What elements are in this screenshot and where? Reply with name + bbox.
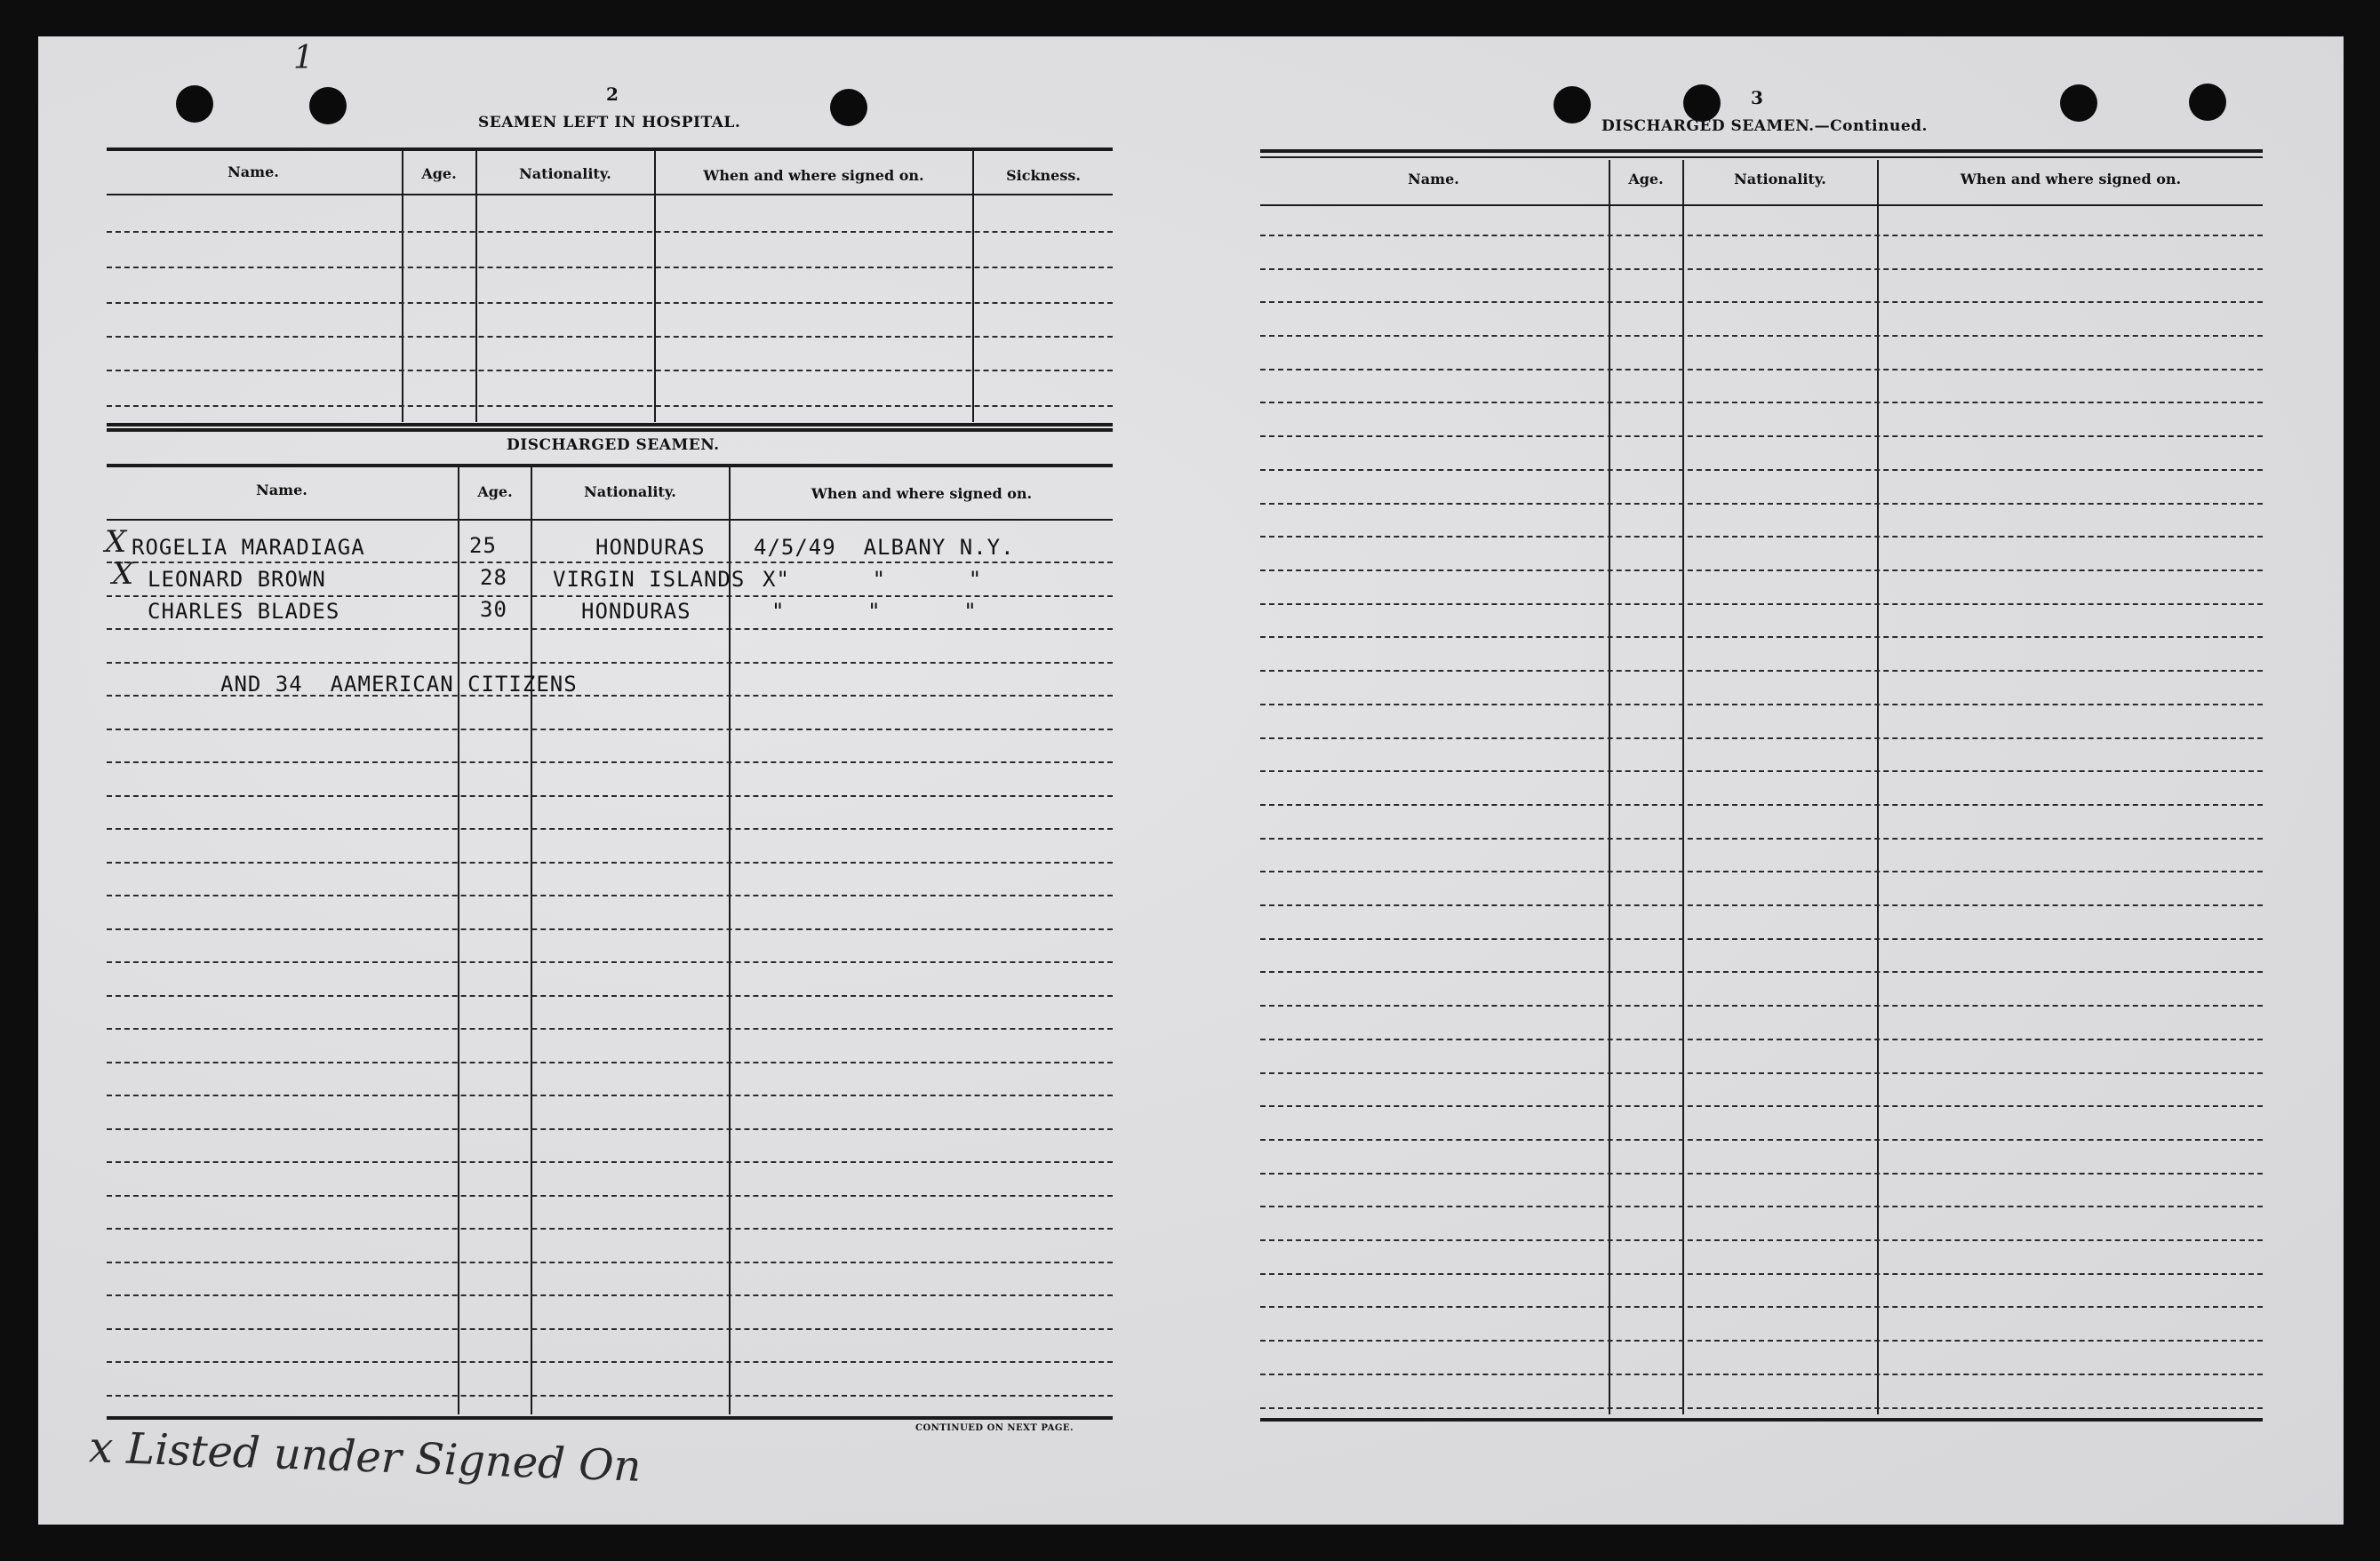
seaman-age: 28 [480,565,507,590]
corner-mark: 1 [293,40,314,76]
ruled-line [1260,737,2263,739]
punch-hole [2060,84,2097,122]
ruled-line [107,370,1113,371]
ruled-line [1260,1407,2263,1409]
ruled-line [1260,536,2263,538]
right-col-divider [1877,160,1879,1414]
document-sheet [38,36,2344,1525]
right-section-title: DISCHARGED SEAMEN.—Continued. [1601,117,1928,135]
discharged-section-title: DISCHARGED SEAMEN. [507,436,720,454]
punch-hole [1553,86,1591,123]
discharged-col-signed-on: When and where signed on. [811,485,1033,502]
discharged-col-divider [729,467,731,1414]
right-table-second-rule [1260,156,2263,158]
ruled-line [107,1262,1113,1263]
seaman-age: 25 [469,533,497,558]
ruled-line [1260,369,2263,370]
ruled-line [107,1028,1113,1030]
ruled-line [1260,938,2263,940]
right-col-divider [1682,160,1684,1414]
hospital-col-divider [654,151,656,422]
ruled-line [107,1294,1113,1296]
seaman-nationality: VIRGIN ISLANDS [553,567,746,592]
ruled-line [1260,770,2263,772]
ruled-line [1260,435,2263,437]
ruled-line [107,628,1113,630]
ruled-line [1260,636,2263,638]
ruled-line [107,302,1113,304]
ruled-line [107,1195,1113,1197]
ruled-line [107,1161,1113,1163]
ruled-line [1260,1105,2263,1107]
ruled-line [1260,1206,2263,1207]
ruled-line [1260,804,2263,806]
check-mark: X [112,556,134,592]
punch-hole [2189,84,2226,121]
punch-hole [830,89,867,126]
ruled-line [1260,301,2263,303]
seaman-nationality: HONDURAS [581,599,691,624]
ruled-line [1260,871,2263,872]
seaman-signed-on: " " " [771,599,978,624]
ruled-line [107,1328,1113,1330]
page-number-left: 2 [606,84,619,105]
ruled-line [107,662,1113,664]
ruled-line [1260,268,2263,270]
right-col-age: Age. [1628,171,1664,187]
ruled-line [1260,603,2263,605]
ruled-line [107,405,1113,407]
discharged-table-header-rule [107,519,1113,521]
ruled-line [1260,1005,2263,1007]
ruled-line [107,336,1113,338]
right-col-nationality: Nationality. [1734,171,1826,187]
right-table-header-rule [1260,204,2263,206]
hospital-table-bottom-rule [107,423,1113,426]
hospital-col-divider [402,151,403,422]
right-table-top-rule [1260,149,2263,153]
ruled-line [107,1228,1113,1230]
hospital-col-name: Name. [228,163,279,180]
ruled-line [107,795,1113,797]
hospital-col-nationality: Nationality. [519,165,611,182]
ruled-line [107,928,1113,930]
seaman-age: 30 [480,597,507,622]
ruled-line [1260,1273,2263,1275]
hospital-col-divider [475,151,477,422]
ruled-line [1260,503,2263,505]
ruled-line [1260,670,2263,672]
ruled-line [1260,335,2263,337]
ruled-line [107,895,1113,896]
seaman-signed-on: 4/5/49 ALBANY N.Y. [754,535,1015,560]
hospital-col-signed-on: When and where signed on. [703,167,924,184]
ruled-line [107,995,1113,997]
right-table-bottom-rule [1260,1418,2263,1422]
ruled-line [107,828,1113,830]
ruled-line [107,561,1113,563]
hospital-table-top-rule [107,147,1113,151]
discharged-col-divider [458,467,459,1414]
discharged-table-top-rule [107,464,1113,467]
ruled-line [107,1062,1113,1063]
punch-hole [176,85,213,123]
ruled-line [107,1128,1113,1130]
discharged-table-bottom-rule [107,1416,1113,1420]
ruled-line [107,1095,1113,1096]
discharged-col-age: Age. [477,483,513,500]
ruled-line [1260,838,2263,840]
discharged-col-nationality: Nationality. [584,483,676,500]
ruled-line [1260,402,2263,403]
hospital-section-title: SEAMEN LEFT IN HOSPITAL. [478,114,741,131]
discharged-col-name: Name. [256,482,307,498]
seaman-nationality: HONDURAS [595,535,706,560]
ruled-line [1260,1306,2263,1308]
hospital-col-sickness: Sickness. [1006,167,1081,184]
continued-footer: CONTINUED ON NEXT PAGE. [915,1423,1074,1433]
ruled-line [1260,469,2263,471]
ruled-line [1260,1039,2263,1040]
handwritten-note: x Listed under Signed On [88,1422,643,1492]
ruled-line [107,729,1113,730]
seaman-signed-on: X" " " [763,567,983,592]
discharged-title-rule [107,428,1113,432]
ruled-line [107,761,1113,763]
check-mark: X [105,524,127,560]
ruled-line [1260,904,2263,906]
ruled-line [107,267,1113,268]
ruled-line [1260,1374,2263,1375]
discharged-col-divider [531,467,532,1414]
ruled-line [1260,235,2263,236]
ruled-line [1260,1239,2263,1241]
right-col-signed-on: When and where signed on. [1960,171,2182,187]
hospital-table-header-rule [107,194,1113,195]
american-citizens-note: AND 34 AAMERICAN CITIZENS [220,672,578,697]
ruled-line [107,231,1113,233]
ruled-line [1260,1139,2263,1141]
ruled-line [1260,971,2263,973]
seaman-name: CHARLES BLADES [148,599,340,624]
hospital-col-divider [972,151,974,422]
page-number-right: 3 [1751,87,1763,108]
seaman-name: ROGELIA MARADIAGA [132,535,365,560]
punch-hole [1683,84,1721,122]
ruled-line [1260,1340,2263,1342]
hospital-col-age: Age. [421,165,457,182]
punch-hole [309,87,347,124]
ruled-line [107,862,1113,864]
ruled-line [107,961,1113,963]
ruled-line [1260,704,2263,705]
ruled-line [1260,1173,2263,1175]
ruled-line [107,1395,1113,1397]
ruled-line [107,595,1113,597]
right-col-divider [1609,160,1610,1414]
ruled-line [1260,1072,2263,1074]
ruled-line [1260,569,2263,571]
right-col-name: Name. [1408,171,1459,187]
seaman-name: LEONARD BROWN [148,567,326,592]
ruled-line [107,1361,1113,1363]
